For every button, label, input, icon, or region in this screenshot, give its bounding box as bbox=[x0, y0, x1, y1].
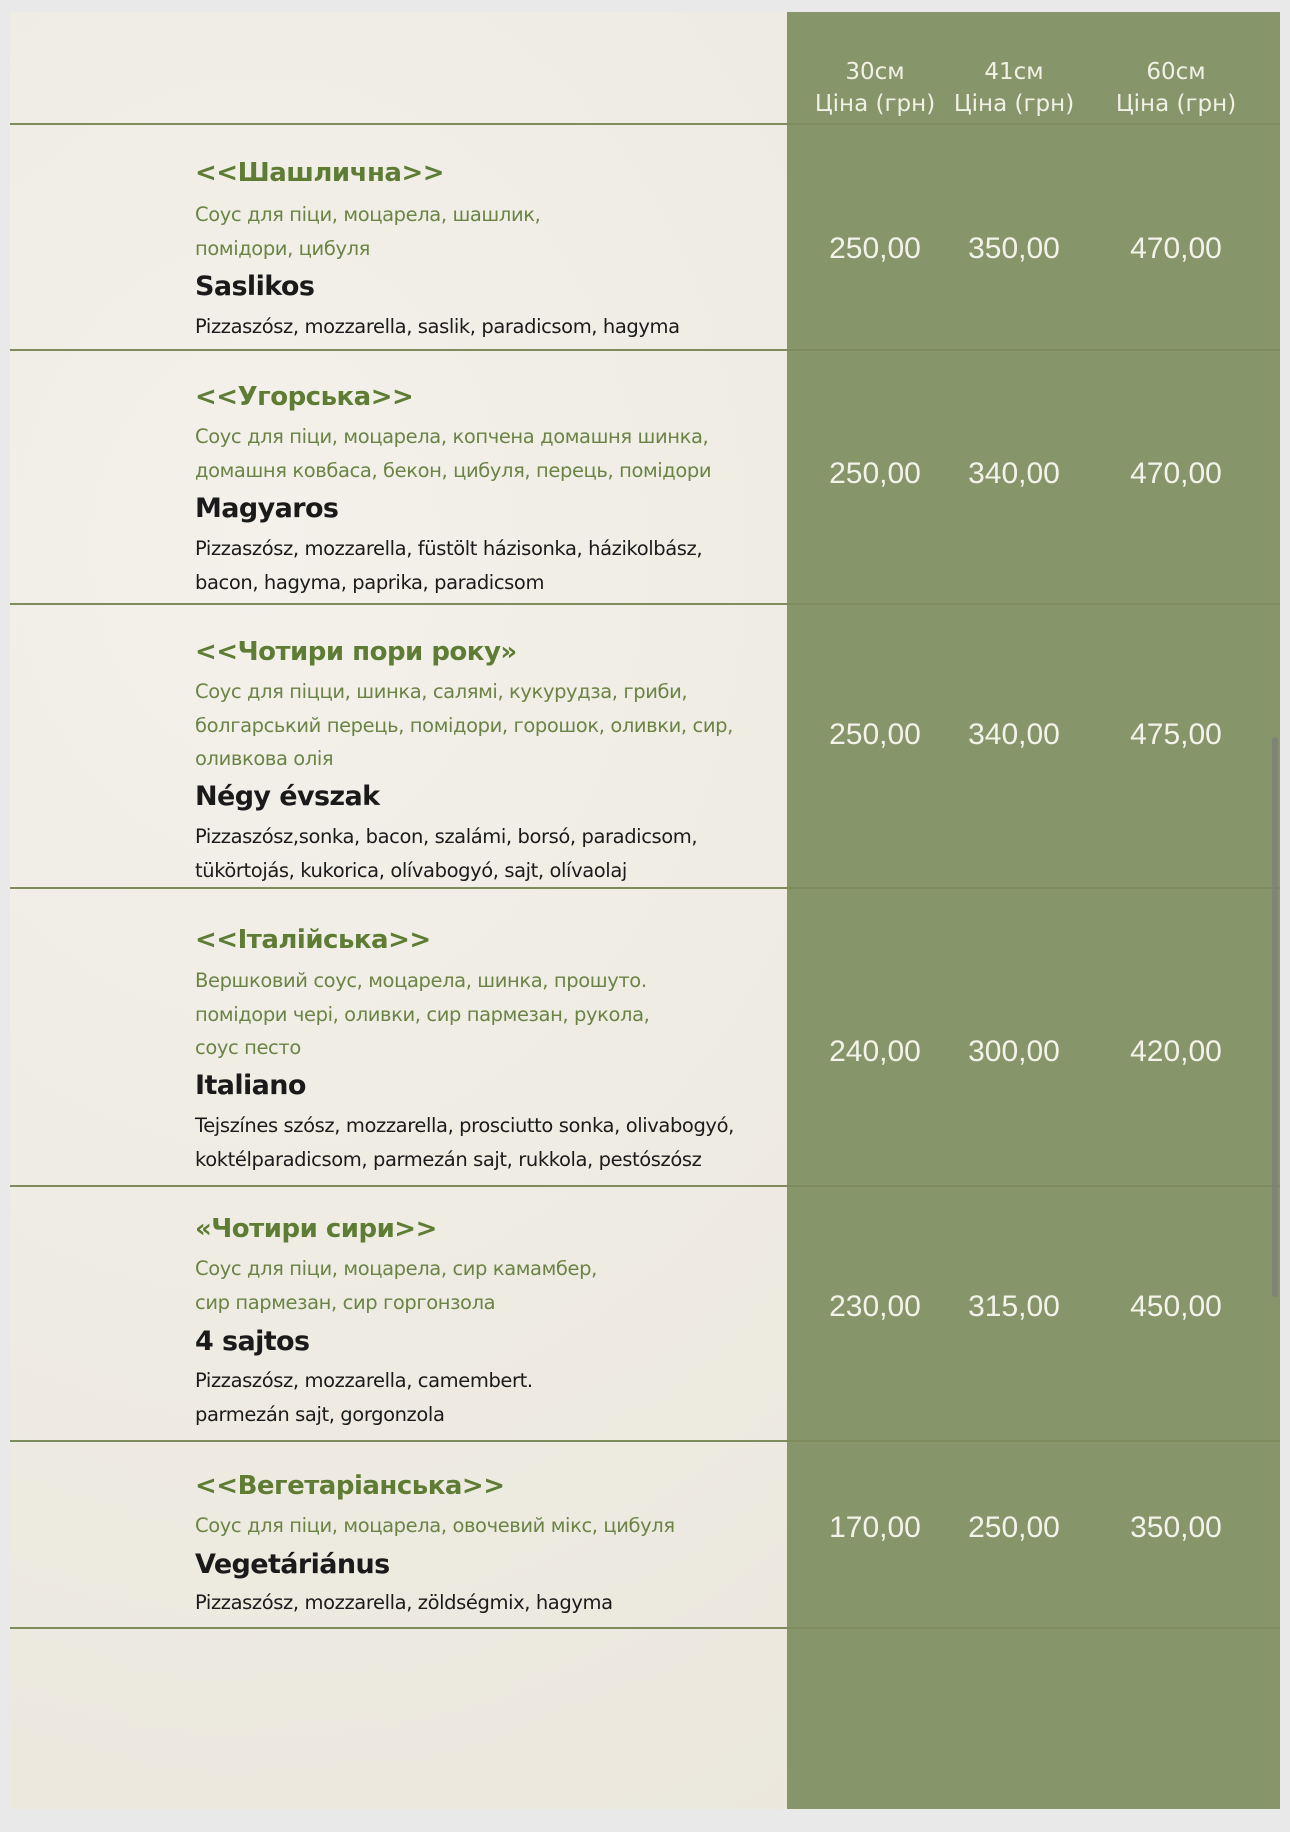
price-41: 300,00 bbox=[968, 1035, 1060, 1068]
item-name-ua: «Чотири сири>> bbox=[195, 1214, 437, 1244]
price-30: 230,00 bbox=[829, 1290, 921, 1323]
item-name-ua: <<Чотири пори року» bbox=[195, 637, 517, 667]
item-name-hu: Vegetáriánus bbox=[195, 1549, 390, 1580]
desc-line: Pizzaszósz, mozzarella, saslik, paradicsom, hagyma bbox=[195, 315, 680, 338]
item-desc-hu bbox=[195, 1364, 775, 1431]
price-41: 350,00 bbox=[968, 232, 1060, 265]
price-30: 250,00 bbox=[829, 457, 921, 490]
price-60: 470,00 bbox=[1130, 232, 1222, 265]
desc-line: bacon, hagyma, paprika, paradicsom bbox=[195, 570, 545, 594]
divider bbox=[10, 123, 1280, 125]
desc-line: болгарський перець, помідори, горошок, оливки, сир, bbox=[195, 713, 733, 737]
divider bbox=[10, 1185, 1280, 1187]
item-name-hu: Négy évszak bbox=[195, 781, 380, 812]
price-60: 350,00 bbox=[1130, 1511, 1222, 1544]
menu-page bbox=[10, 12, 1280, 1809]
desc-line: Pizzaszósz, mozzarella, camembert. bbox=[195, 1369, 533, 1392]
desc-line: сир пармезан, сир горгонзола bbox=[195, 1290, 496, 1314]
price-60: 470,00 bbox=[1130, 457, 1222, 490]
price-unit-label: Ціна (грн) bbox=[814, 91, 936, 117]
divider bbox=[10, 1627, 1280, 1629]
size-label: 41см bbox=[984, 59, 1044, 85]
desc-line: koktélparadicsom, parmezán sajt, rukkola, pestószósz bbox=[195, 1147, 702, 1171]
item-desc-hu bbox=[195, 820, 775, 887]
divider bbox=[10, 1440, 1280, 1442]
item-desc-hu bbox=[195, 310, 775, 344]
item-name-hu: Italiano bbox=[195, 1070, 306, 1101]
item-desc-ua bbox=[195, 420, 755, 487]
desc-line: Pizzaszósz, mozzarella, füstölt házisonka, házikolbász, bbox=[195, 537, 703, 560]
size-header-30 bbox=[800, 56, 950, 120]
desc-line: помідори, цибуля bbox=[195, 236, 370, 260]
size-label: 60см bbox=[1146, 59, 1206, 85]
desc-line: parmezán sajt, gorgonzola bbox=[195, 1402, 445, 1426]
price-41: 250,00 bbox=[968, 1511, 1060, 1544]
price-60: 475,00 bbox=[1130, 718, 1222, 751]
desc-line: Pizzaszósz, mozzarella, zöldségmix, hagyma bbox=[195, 1591, 613, 1614]
vertical-scrollbar[interactable] bbox=[1272, 737, 1278, 1297]
item-name-ua: <<Вегетаріанська>> bbox=[195, 1471, 505, 1501]
price-41: 340,00 bbox=[968, 718, 1060, 751]
price-30: 170,00 bbox=[829, 1511, 921, 1544]
desc-line: tükörtojás, kukorica, olívabogyó, sajt, olívaolaj bbox=[195, 858, 627, 882]
item-name-ua: <<Італійська>> bbox=[195, 925, 431, 955]
item-desc-hu bbox=[195, 1586, 775, 1620]
desc-line: домашня ковбаса, бекон, цибуля, перець, помідори bbox=[195, 458, 712, 482]
desc-line: Соус для піцци, шинка, салямі, кукурудза, гриби, bbox=[195, 680, 688, 703]
item-desc-hu bbox=[195, 532, 775, 599]
price-60: 450,00 bbox=[1130, 1290, 1222, 1323]
desc-line: Соус для піци, моцарела, сир камамбер, bbox=[195, 1257, 597, 1280]
item-desc-ua bbox=[195, 1509, 755, 1543]
size-header-60 bbox=[1101, 56, 1251, 120]
divider bbox=[10, 887, 1280, 889]
desc-line: Соус для піци, моцарела, овочевий мікс, цибуля bbox=[195, 1514, 675, 1537]
item-name-ua: <<Шашлична>> bbox=[195, 158, 445, 188]
price-30: 250,00 bbox=[829, 718, 921, 751]
desc-line: Pizzaszósz,sonka, bacon, szalámi, borsó, paradicsom, bbox=[195, 825, 698, 848]
price-30: 250,00 bbox=[829, 232, 921, 265]
desc-line: соус песто bbox=[195, 1036, 301, 1059]
item-desc-ua bbox=[195, 675, 755, 776]
divider bbox=[10, 603, 1280, 605]
item-name-hu: Saslikos bbox=[195, 271, 315, 302]
desc-line: Вершковий соус, моцарела, шинка, прошуто. bbox=[195, 969, 647, 992]
price-30: 240,00 bbox=[829, 1035, 921, 1068]
item-desc-ua bbox=[195, 964, 755, 1065]
price-41: 315,00 bbox=[968, 1290, 1060, 1323]
item-name-ua: <<Угорська>> bbox=[195, 382, 414, 412]
desc-line: Tejszínes szósz, mozzarella, prosciutto sonka, olivabogyó, bbox=[195, 1114, 734, 1137]
item-desc-hu bbox=[195, 1109, 775, 1176]
item-desc-ua bbox=[195, 198, 755, 265]
item-name-hu: Magyaros bbox=[195, 493, 339, 524]
price-unit-label: Ціна (грн) bbox=[953, 91, 1075, 117]
price-60: 420,00 bbox=[1130, 1035, 1222, 1068]
price-41: 340,00 bbox=[968, 457, 1060, 490]
item-desc-ua bbox=[195, 1252, 755, 1319]
desc-line: оливкова олія bbox=[195, 747, 334, 770]
desc-line: помідори чері, оливки, сир пармезан, рукола, bbox=[195, 1002, 650, 1026]
price-unit-label: Ціна (грн) bbox=[1115, 91, 1237, 117]
divider bbox=[10, 349, 1280, 351]
desc-line: Соус для піци, моцарела, шашлик, bbox=[195, 203, 541, 226]
size-label: 30см bbox=[845, 59, 905, 85]
desc-line: Соус для піци, моцарела, копчена домашня шинка, bbox=[195, 425, 709, 448]
item-name-hu: 4 sajtos bbox=[195, 1326, 310, 1357]
size-header-41 bbox=[939, 56, 1089, 120]
